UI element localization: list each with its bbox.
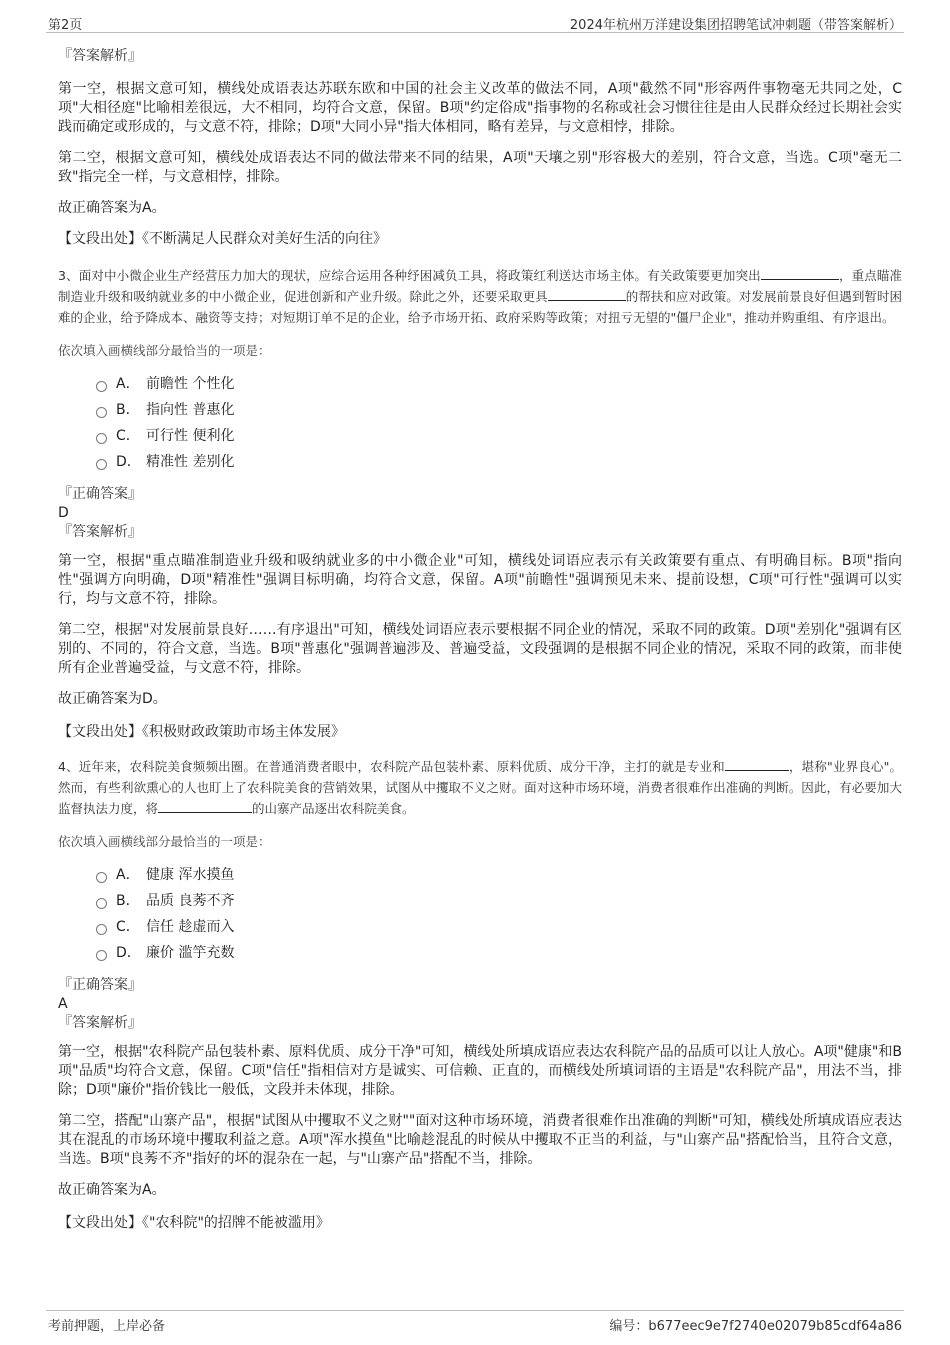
- document-code: 编号：b677eec9e7f2740e02079b85cdf64a86: [609, 1319, 902, 1334]
- q4-analysis-para-2: 第二空，搭配"山寨产品"，根据"试图从中攫取不义之财""面对这种市场环境，消费者很难作出准确的判断"可知，横线处所填成语应表达其在混乱的市场环境中攫取利益之意。A项"浑水摸鱼"比喻趁混乱的时候从中攫取不正当的利益，与"山寨产品"搭配恰当，且符合文意，当选。B项"良莠不齐"指好的坏的混杂在一起，与"山寨产品"搭配不当，排除。: [58, 1113, 902, 1167]
- q3-analysis-para-1: 第一空，根据"重点瞄准制造业升级和吸纳就业多的中小微企业"可知，横线处词语应表示有关政策要有重点、有明确目标。B项"指向性"强调方向明确，D项"精准性"强调目标明确，均符合文意，保留。A项"前瞻性"强调预见未来、提前设想，C项"可行性"强调可以实行，均与文意不符，排除。: [58, 553, 902, 607]
- radio-icon[interactable]: [96, 950, 107, 961]
- q4-option-a[interactable]: A． 健康 浑水摸鱼: [58, 865, 902, 891]
- q2-analysis-para-1: 第一空，根据文意可知，横线处成语表达苏联东欧和中国的社会主义改革的做法不同，A项"截然不同"形容两件事物毫无共同之处，C项"大相径庭"比喻相差很远，大不相同，均符合文意，保留。B项"约定俗成"指事物的名称或社会习惯往往是由人民群众经过长期社会实践而确定或形成的，与文意不符，排除；D项"大同小异"指大体相同，略有差异，与文意相悖，排除。: [58, 81, 902, 135]
- footer-slogan: 考前押题，上岸必备: [48, 1319, 166, 1334]
- q3-blank-2: [548, 287, 626, 301]
- page-footer: [46, 1310, 904, 1334]
- document-title: 2024年杭州万洋建设集团招聘笔试冲刺题（带答案解析）: [569, 18, 902, 33]
- source-label: 【文段出处】: [58, 231, 142, 247]
- q2-source: [58, 230, 902, 249]
- q4-stem: 4、近年来，农科院美食频频出圈。在普通消费者眼中，农科院产品包装朴素、原料优质、成分干净，主打的就是专业和 ，堪称"业界良心"。然而，有些利欲熏心的人也盯上了农科院美食的营销效果，试图从中攫取不义之财。面对这种市场环境，消费者很难作出准确的判断。因此，有必要加大监督执法力度，将 的山寨产品逐出农科院美食。: [58, 759, 902, 816]
- radio-icon[interactable]: [96, 898, 107, 909]
- page-number: 第2页: [48, 18, 83, 33]
- q4-analysis-para-1: 第一空，根据"农科院产品包装朴素、原料优质、成分干净"可知，横线处所填成语应表达农科院产品的品质可以让人放心。A项"健康"和B项"品质"均符合文意，保留。C项"信任"指相信对方是诚实、可信赖、正直的，而横线处所填词语的主语是"农科院产品"，用法不当，排除；D项"廉价"指价钱比一般低，文段并未体现，排除。: [58, 1044, 902, 1098]
- q3-options: [58, 374, 902, 478]
- correct-answer-label: 『正确答案』: [58, 977, 142, 993]
- q3-source: [58, 723, 902, 742]
- source-title: 《积极财政政策助市场主体发展》: [142, 724, 345, 740]
- answer-analysis-label: 『答案解析』: [58, 524, 142, 540]
- source-title: 《"农科院"的招牌不能被滥用》: [142, 1215, 330, 1231]
- source-label: 【文段出处】: [58, 1215, 142, 1231]
- answer-analysis-label: 『答案解析』: [58, 48, 142, 64]
- page-content: [58, 46, 902, 1233]
- q2-conclusion: 故正确答案为A。: [58, 200, 166, 216]
- radio-icon[interactable]: [96, 433, 107, 444]
- q4-blank-1: [725, 757, 789, 771]
- q4-option-d[interactable]: D． 廉价 滥竽充数: [58, 943, 902, 969]
- q4-options: [58, 865, 902, 969]
- q3-option-c[interactable]: C． 可行性 便利化: [58, 426, 902, 452]
- radio-icon[interactable]: [96, 407, 107, 418]
- q3-analysis-para-2: 第二空，根据"对发展前景良好……有序退出"可知，横线处词语应表示要根据不同企业的情况，采取不同的政策。D项"差别化"强调有区别的、不同的，符合文意，当选。B项"普惠化"强调普遍涉及、普遍受益，文段强调的是根据不同企业的情况，采取不同的政策，而非使所有企业普遍受益，与文意不符，排除。: [58, 622, 902, 676]
- correct-answer-label: 『正确答案』: [58, 486, 142, 502]
- q4-answer: A: [58, 996, 68, 1012]
- q3-conclusion: 故正确答案为D。: [58, 691, 167, 707]
- radio-icon[interactable]: [96, 459, 107, 470]
- q3-answer: D: [58, 505, 69, 521]
- q3-blank-1: [761, 266, 839, 280]
- q4-option-b[interactable]: B． 品质 良莠不齐: [58, 891, 902, 917]
- q4-source: [58, 1214, 902, 1233]
- answer-analysis-label: 『答案解析』: [58, 1015, 142, 1031]
- q3-stem: 3、面对中小微企业生产经营压力加大的现状，应综合运用各种纾困减负工具，将政策红利送达市场主体。有关政策要更加突出 ，重点瞄准制造业升级和吸纳就业多的中小微企业，促进创新和产业升级。除此之外，还要采取更具 的帮扶和应对政策。对发展前景良好但遇到暂时困难的企业，给予降成本、融资等支持；对短期订单不足的企业，给予市场开拓、政府采购等政策；对扭亏无望的"僵尸企业"，推动并购重组、有序退出。: [58, 268, 902, 325]
- radio-icon[interactable]: [96, 872, 107, 883]
- source-title: 《不断满足人民群众对美好生活的向往》: [142, 231, 387, 247]
- radio-icon[interactable]: [96, 924, 107, 935]
- q2-analysis-para-2: 第二空，根据文意可知，横线处成语表达不同的做法带来不同的结果，A项"天壤之别"形容极大的差别，符合文意，当选。C项"毫无二致"指完全一样，与文意相悖，排除。: [58, 150, 902, 185]
- q4-option-c[interactable]: C． 信任 趁虚而入: [58, 917, 902, 943]
- source-label: 【文段出处】: [58, 724, 142, 740]
- q4-blank-2: [158, 799, 252, 813]
- q3-option-d[interactable]: D． 精准性 差别化: [58, 452, 902, 478]
- q4-prompt: 依次填入画横线部分最恰当的一项是：: [58, 834, 271, 849]
- q4-conclusion: 故正确答案为A。: [58, 1182, 166, 1198]
- radio-icon[interactable]: [96, 381, 107, 392]
- q3-prompt: 依次填入画横线部分最恰当的一项是：: [58, 343, 271, 358]
- q3-option-b[interactable]: B． 指向性 普惠化: [58, 400, 902, 426]
- page-header: [46, 12, 904, 33]
- q3-option-a[interactable]: A． 前瞻性 个性化: [58, 374, 902, 400]
